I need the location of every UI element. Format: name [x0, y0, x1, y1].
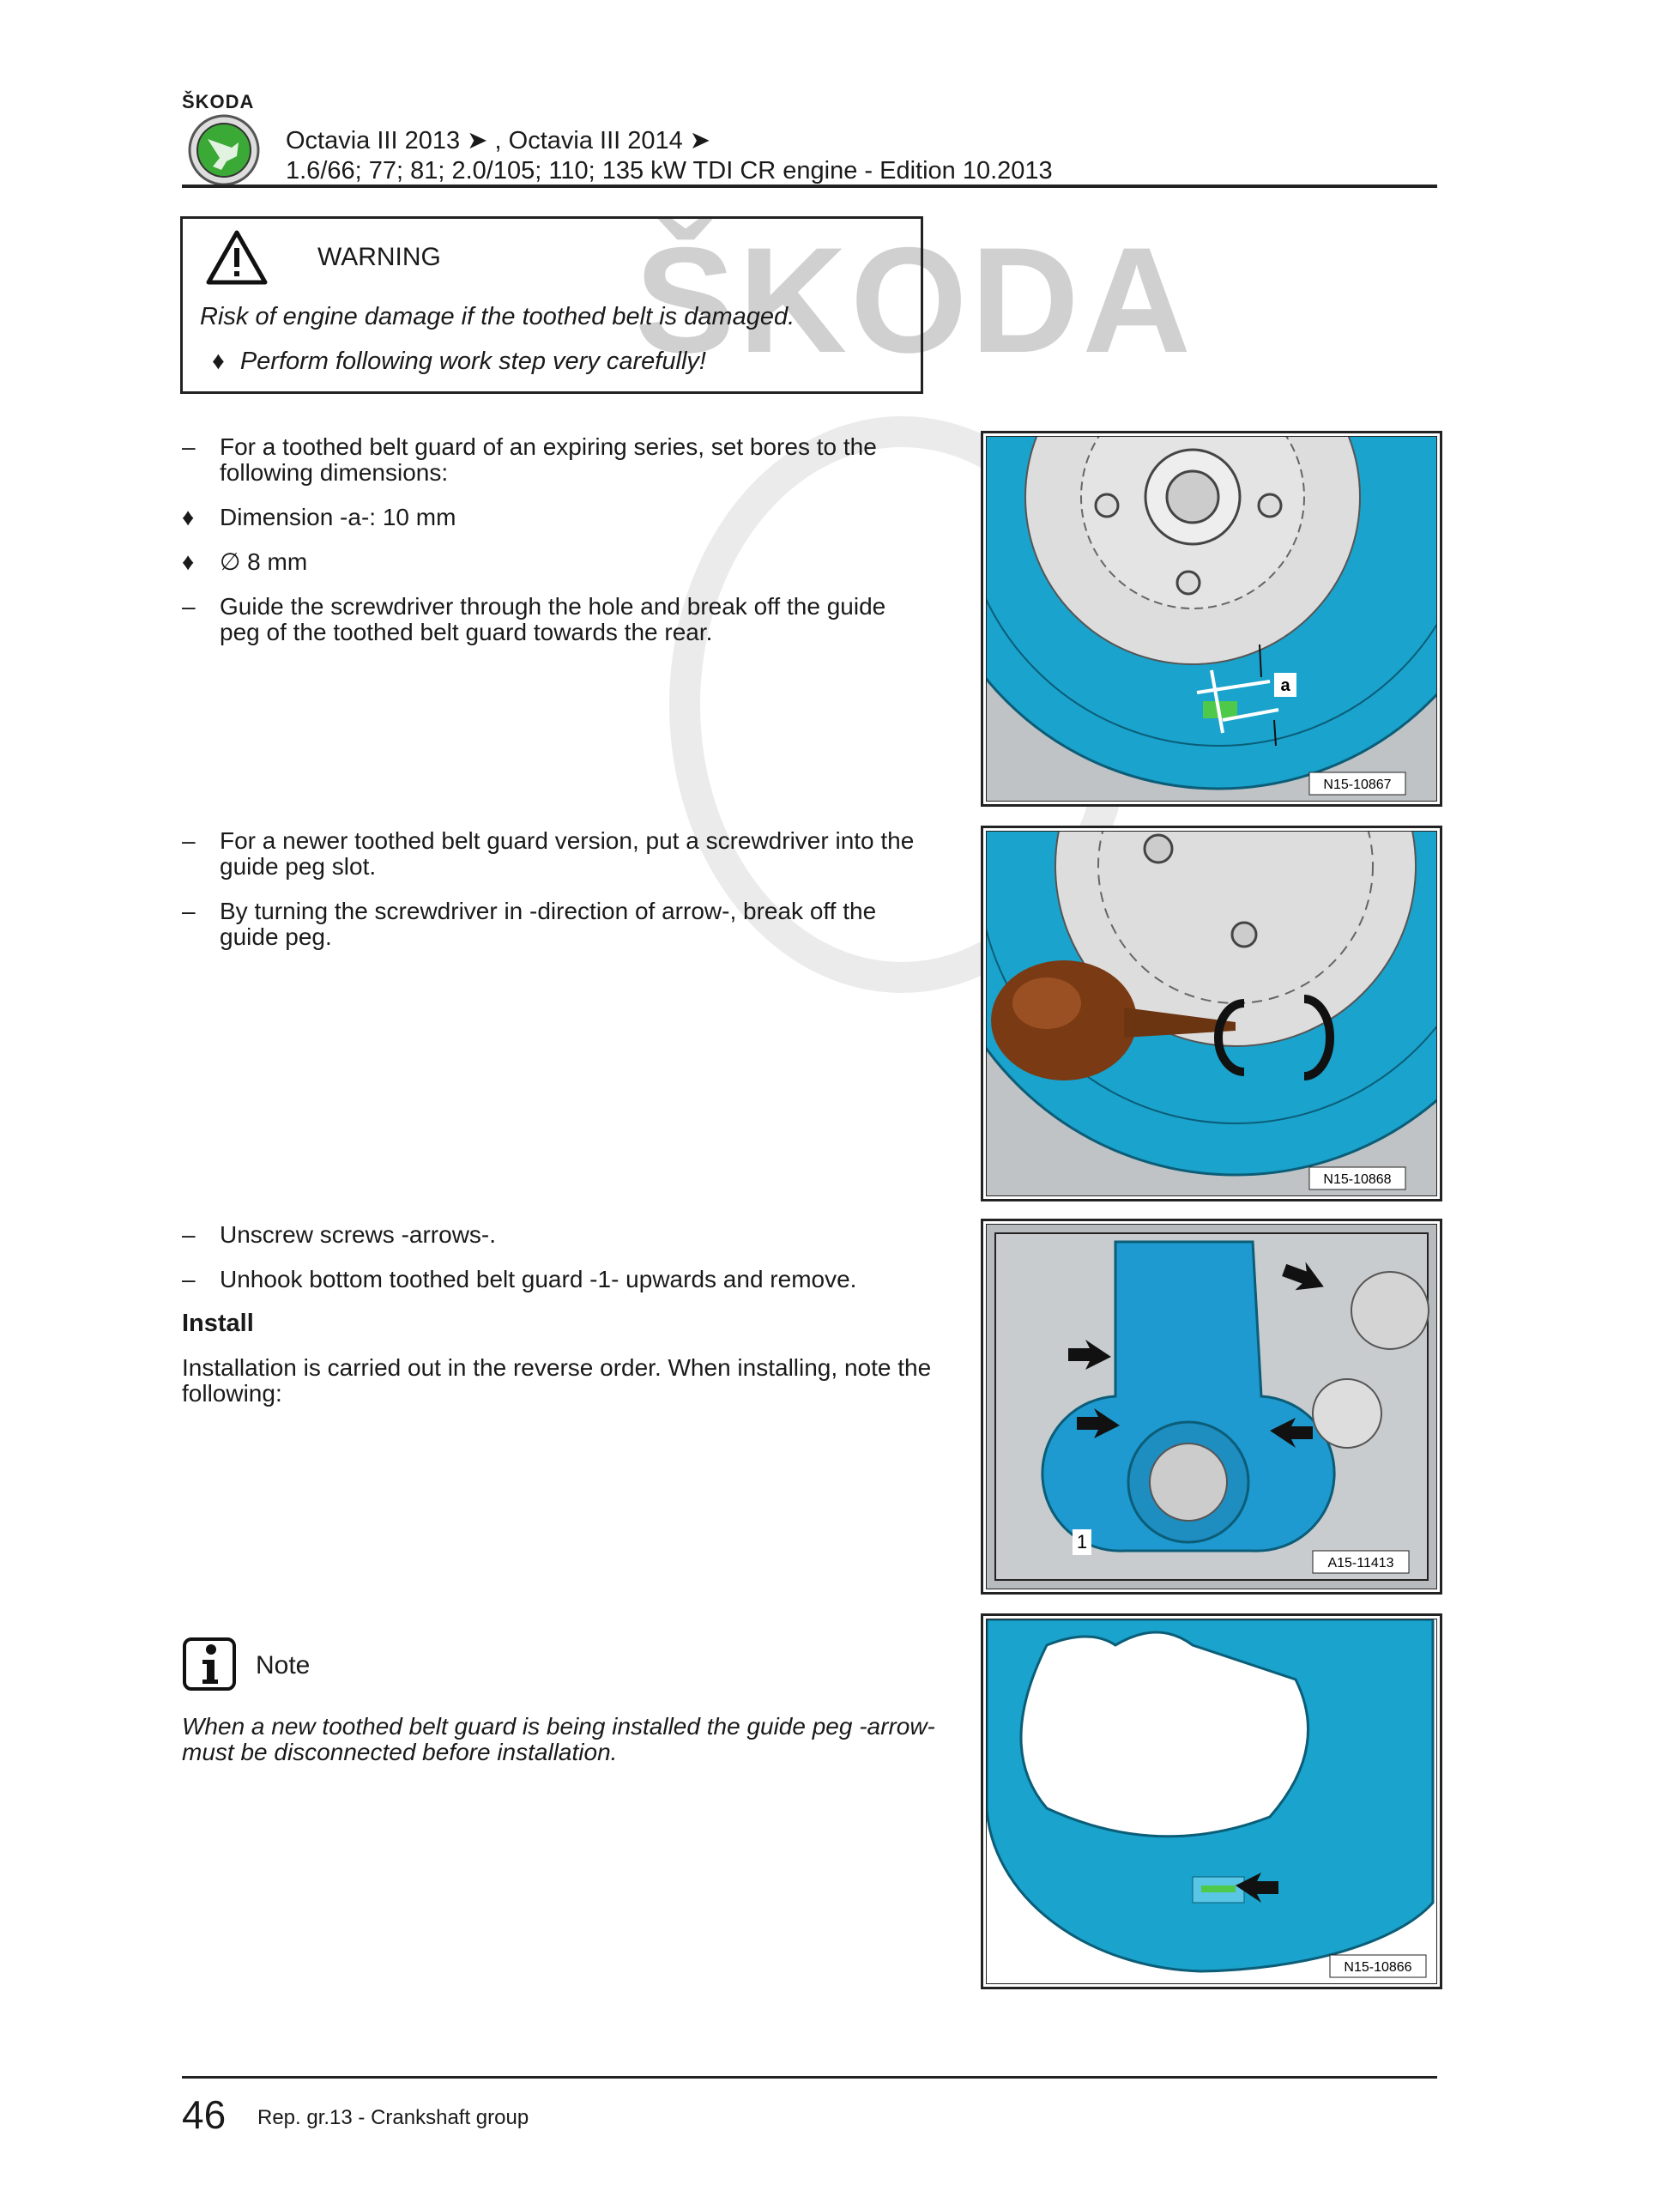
step-item: – Unscrew screws -arrows-.	[182, 1221, 497, 1248]
figure-screwdriver-break-peg	[981, 826, 1442, 1201]
warning-box	[180, 216, 923, 394]
warning-title: WARNING	[317, 243, 441, 271]
header-divider	[182, 185, 1437, 188]
dimension-label: a	[1280, 676, 1290, 695]
step-item: – Unhook bottom toothed belt guard -1- upwards and remove.	[182, 1266, 857, 1292]
info-icon	[182, 1637, 237, 1692]
figure-id: A15-11413	[1327, 1556, 1394, 1571]
install-text: Installation is carried out in the reverse order. When installing, note the following:	[182, 1354, 932, 1407]
note-text: When a new toothed belt guard is being installed the guide peg -arrow- must be disconnected before installation.	[182, 1713, 935, 1765]
page-number: 46	[182, 2092, 227, 2137]
watermark-text: ŠKODA	[635, 217, 1194, 384]
bullet-icon: ♦	[212, 348, 225, 375]
footer-title: Rep. gr.13 - Crankshaft group	[257, 2106, 529, 2129]
warning-triangle-icon	[205, 229, 269, 286]
step-item: – By turning the screwdriver in -direction of arrow-, break off the guide peg.	[182, 898, 877, 950]
warning-instruction: Perform following work step very carefully!	[239, 348, 706, 375]
figure-id: N15-10868	[1323, 1172, 1392, 1187]
step-item: ♦ ∅ 8 mm	[182, 548, 308, 575]
step-item: – Guide the screwdriver through the hole and break off the guide peg of the toothed belt guard towards the rear.	[182, 593, 886, 645]
part-label: 1	[1076, 1531, 1088, 1552]
header-engine: 1.6/66; 77; 81; 2.0/105; 110; 135 kW TDI CR engine - Edition 10.2013	[286, 157, 1053, 185]
brand-name: ŠKODA	[182, 91, 255, 112]
step-item: – For a toothed belt guard of an expiring series, set bores to the following dimensions:	[182, 433, 877, 486]
header-models: Octavia III 2013 ➤ , Octavia III 2014 ➤	[286, 127, 711, 154]
figure-id: N15-10866	[1344, 1960, 1412, 1975]
note-title: Note	[256, 1651, 311, 1680]
figure-belt-guard-screws	[981, 1219, 1442, 1595]
warning-text: Risk of engine damage if the toothed belt is damaged.	[200, 303, 795, 330]
figure-guard-dimensions	[981, 431, 1442, 807]
footer-divider	[182, 2076, 1437, 2079]
install-heading: Install	[182, 1310, 254, 1337]
figure-id: N15-10867	[1323, 778, 1392, 792]
figure-new-guard-peg	[981, 1613, 1442, 1989]
step-item: – For a newer toothed belt guard version, put a screwdriver into the guide peg slot.	[182, 827, 915, 880]
skoda-logo-icon	[187, 113, 261, 187]
step-item: ♦ Dimension -a-: 10 mm	[182, 504, 456, 530]
